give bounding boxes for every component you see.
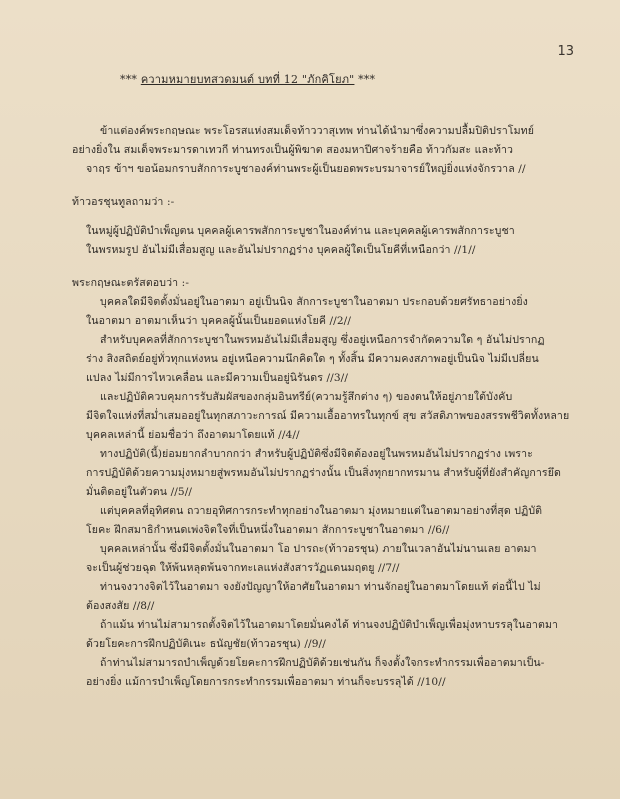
verse-paragraph — [72, 616, 590, 654]
title-suffix-stars: *** — [358, 73, 376, 86]
chapter-title — [120, 70, 520, 88]
verse-paragraph — [72, 445, 590, 502]
verse-line: ท่านจงวางจิตไว้ในอาตมา จงยังปัญญาให้อาศัยในอาตมา ท่านจักอยู่ในอาตมาโดยแท้ ต่อนี้ไป ไม่ — [100, 581, 541, 593]
verse-line: โยคะ ฝึกสมาธิกำหนดเพ่งจิตใจที่เป็นหนึ่งในอาตมา สักการะบูชาในอาตมา //6// — [86, 524, 450, 536]
intro-line: อย่างยิ่งใน สมเด็จพระมารดาเทวกี ท่านทรงเป็นผู้พิฆาต สองมหาปีศาจร้ายคือ ท้าวกัมสะ และท้าว — [72, 144, 514, 156]
verse-line: มีจิตใจแห่งที่สม่ำเสมออยู่ในทุกสภาวะการณ์ มีความเอื้ออาทรในทุกข์ สุข สวัสดิภาพของสรรพชีวิตทั้งหลาย — [86, 410, 570, 422]
document-body — [72, 122, 590, 692]
title-text: ความหมายบทสวดมนต์ บทที่ 12 "ภักคิโยภ" — [140, 73, 355, 86]
verse-line: การปฏิบัติด้วยความมุ่งหมายสู่พรหมอันไม่ปรากฏร่างนั้น เป็นสิ่งทุกยากทรมาน สำหรับผู้ที่ยังสำคัญการยึด — [86, 467, 562, 479]
verse-line: สำหรับบุคคลที่สักการะบูชาในพรหมอันไม่มีเสื่อมสูญ ซึ่งอยู่เหนือการจำกัดความใด ๆ อันไม่ปรากฏ — [100, 334, 545, 346]
verse-line: ด้วยโยคะการฝึกปฏิบัติเนะ ธนัญชัย(ท้าวอรชุน) //9// — [86, 638, 326, 650]
verse-line: บุคคลเหล่านี้ ย่อมชื่อว่า ถึงอาตมาโดยแท้ //4// — [86, 429, 300, 441]
verse-line: อย่างยิ่ง แม้การบำเพ็ญโดยการกระทำกรรมเพื่ออาตมา ท่านก็จะบรรลุได้ //10// — [86, 676, 446, 688]
verse-line: บุคคลเหล่านั้น ซึ่งมีจิตตั้งมั่นในอาตมา โอ ปารถะ(ท้าวอรชุน) ภายในเวลาอันไม่นานเลย อาตมา — [100, 543, 537, 555]
arjuna-heading: ท้าวอรชุนทูลถามว่า :- — [72, 196, 175, 208]
verse-line: ถ้าแม้น ท่านไม่สามารถตั้งจิตไว้ในอาตมาโดยมั่นคงได้ ท่านจงปฏิบัติบำเพ็ญเพื่อมุ่งหาบรรลุในอาตมา — [100, 619, 559, 631]
question-line: ในหมู่ผู้ปฏิบัติบำเพ็ญตน บุคคลผู้เคารพสักการะบูชาในองค์ท่าน และบุคคลผู้เคารพสักการะบูชา — [86, 225, 515, 237]
krishna-heading: พระกฤษณะตรัสตอบว่า :- — [72, 277, 190, 289]
verse-paragraph — [72, 293, 590, 331]
verse-paragraph — [72, 331, 590, 388]
intro-line: จาฤร ข้าฯ ขอน้อมกราบสักการะบูชาองค์ท่านพระผู้เป็นยอดพระบรมาจารย์ใหญ่ยิ่งแห่งจักรวาล // — [86, 163, 526, 175]
verse-line: ถ้าท่านไม่สามารถบำเพ็ญด้วยโยคะการฝึกปฏิบัติด้วยเช่นกัน ก็จงตั้งใจกระทำกรรมเพื่ออาตมาเป็น- — [100, 657, 545, 669]
page-number: 13 — [557, 44, 574, 59]
question-line: ในพรหมรูป อันไม่มีเสื่อมสูญ และอันไม่ปรากฏร่าง บุคคลผู้ใดเป็นโยคีที่เหนือกว่า //1// — [86, 244, 476, 256]
verse-line: บุคคลใดมีจิตตั้งมั่นอยู่ในอาตมา อยู่เป็นนิจ สักการะบูชาในอาตมา ประกอบด้วยศรัทธาอย่างยิ่ง — [100, 296, 528, 308]
verse-line: แต่บุคคลที่อุทิศตน ถวายอุทิศการกระทำทุกอย่างในอาตมา มุ่งหมายแต่ในอาตมาอย่างที่สุด ปฏิบัติ — [100, 505, 543, 517]
verse-line: ทางปฏิบัติ(นี้)ย่อมยากลำบากกว่า สำหรับผู้ปฏิบัติซึ่งมีจิตต้องอยู่ในพรหมอันไม่ปรากฏร่าง เพราะ — [100, 448, 533, 460]
verse-paragraph — [72, 502, 590, 540]
arjuna-question — [72, 222, 590, 260]
intro-line: ข้าแต่องค์พระกฤษณะ พระโอรสแห่งสมเด็จท้าววาสุเทพ ท่านได้นำมาซึ่งความปลื้มปิติปราโมทย์ — [100, 125, 535, 137]
verse-line: ในอาตมา อาตมาเห็นว่า บุคคลผู้นั้นเป็นยอดแห่งโยคี //2// — [86, 315, 352, 327]
verse-line: ต้องสงสัย //8// — [86, 600, 155, 612]
verse-line: จะเป็นผู้ช่วยฉุด ให้พ้นหลุดพ้นจากทะเลแห่งสังสารวัฏแดนมฤตยู //7// — [86, 562, 400, 574]
verse-line: ร่าง สิงสถิตย์อยู่ทั่วทุกแห่งหน อยู่เหนือความนึกคิดใด ๆ ทั้งสิ้น มีความคงสภาพอยู่เป็นนิจ ไม่มีเปลี่ยน — [86, 353, 539, 365]
verse-line: แปลง ไม่มีการไหวเคลื่อน และมีความเป็นอยู่นิรันดร //3// — [86, 372, 349, 384]
verse-paragraph — [72, 540, 590, 578]
intro-paragraph — [72, 122, 590, 179]
title-prefix-stars: *** — [120, 73, 138, 86]
verse-paragraph — [72, 578, 590, 616]
verse-paragraph — [72, 388, 590, 445]
verse-line: และปฏิบัติควบคุมการรับสัมผัสของกลุ่มอินทรีย์(ความรู้สึกต่าง ๆ) ของตนให้อยู่ภายใต้บังคับ — [100, 391, 513, 403]
verse-line: มั่นติดอยู่ในตัวตน //5// — [86, 486, 193, 498]
verse-paragraph — [72, 654, 590, 692]
verses-list — [72, 293, 590, 692]
